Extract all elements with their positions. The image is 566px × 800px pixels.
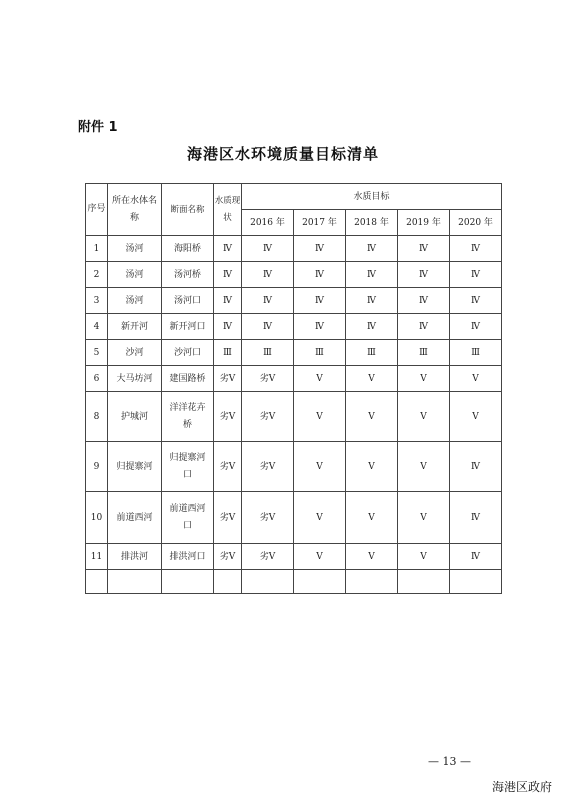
water-quality-table (85, 183, 502, 594)
cell-status: 劣Ⅴ (214, 366, 242, 392)
cell-2018: Ⅳ (346, 262, 398, 288)
cell-no: 1 (86, 236, 108, 262)
footer-source: 海港区政府 (492, 780, 553, 794)
cell-2020: Ⅳ (450, 544, 502, 570)
cell-2020: Ⅳ (450, 314, 502, 340)
cell-no: 5 (86, 340, 108, 366)
cell-2019: Ⅳ (398, 262, 450, 288)
cell-water-body: 护城河 (108, 392, 162, 442)
cell-2019: Ⅳ (398, 236, 450, 262)
cell-2017: Ⅳ (294, 262, 346, 288)
cell-2016: Ⅳ (242, 262, 294, 288)
header-seq: 序号 (86, 184, 108, 236)
cell-2019: Ⅲ (398, 340, 450, 366)
table-row (86, 366, 502, 392)
cell-2016: Ⅲ (242, 340, 294, 366)
cell-water-body: 汤河 (108, 288, 162, 314)
cell-water-body: 汤河 (108, 262, 162, 288)
cell-2018: Ⅴ (346, 544, 398, 570)
cell-status: 劣Ⅴ (214, 392, 242, 442)
cell-2020: Ⅴ (450, 392, 502, 442)
cell-2020: Ⅲ (450, 340, 502, 366)
table-row (86, 340, 502, 366)
cell-status: Ⅳ (214, 236, 242, 262)
cell-2019: Ⅳ (398, 288, 450, 314)
cell-2016: Ⅳ (242, 314, 294, 340)
cell-2016: 劣Ⅴ (242, 544, 294, 570)
cell-section: 新开河口 (162, 314, 214, 340)
table-row (86, 288, 502, 314)
cell-2019: Ⅴ (398, 366, 450, 392)
cell-2017: Ⅳ (294, 288, 346, 314)
cell-section: 归提寨河口 (162, 442, 214, 492)
cell-2020: Ⅴ (450, 366, 502, 392)
cell-2017: Ⅳ (294, 236, 346, 262)
cell-2018: Ⅴ (346, 442, 398, 492)
cell-section: 海阳桥 (162, 236, 214, 262)
table-row (86, 314, 502, 340)
table-row (86, 442, 502, 492)
cell-no: 11 (86, 544, 108, 570)
cell-2017: Ⅴ (294, 544, 346, 570)
cell-section: 排洪河口 (162, 544, 214, 570)
header-year: 2018 年 (346, 210, 398, 236)
cell-no: 4 (86, 314, 108, 340)
cell-status: Ⅳ (214, 262, 242, 288)
cell-water-body: 汤河 (108, 236, 162, 262)
cell-section: 汤河口 (162, 288, 214, 314)
cell-2018: Ⅳ (346, 288, 398, 314)
cell-no: 6 (86, 366, 108, 392)
cell-2019: Ⅴ (398, 544, 450, 570)
cell-water-body: 大马坊河 (108, 366, 162, 392)
cell-no: 9 (86, 442, 108, 492)
cell-2018: Ⅴ (346, 366, 398, 392)
cell-2020: Ⅳ (450, 236, 502, 262)
header-section: 断面名称 (162, 184, 214, 236)
header-target: 水质目标 (242, 184, 502, 210)
cell-status: Ⅳ (214, 314, 242, 340)
cell-2020: Ⅳ (450, 288, 502, 314)
cell-water-body: 新开河 (108, 314, 162, 340)
table-row-empty (86, 570, 502, 594)
cell-status: Ⅲ (214, 340, 242, 366)
cell-2019: Ⅴ (398, 442, 450, 492)
cell-status: 劣Ⅴ (214, 544, 242, 570)
cell-no: 8 (86, 392, 108, 442)
cell-2016: 劣Ⅴ (242, 392, 294, 442)
cell-2017: Ⅴ (294, 392, 346, 442)
cell-water-body: 归提寨河 (108, 442, 162, 492)
cell-2017: Ⅲ (294, 340, 346, 366)
cell-no: 2 (86, 262, 108, 288)
cell-2016: 劣Ⅴ (242, 366, 294, 392)
cell-2016: Ⅳ (242, 288, 294, 314)
cell-water-body: 排洪河 (108, 544, 162, 570)
cell-status: Ⅳ (214, 288, 242, 314)
cell-no: 3 (86, 288, 108, 314)
table-row (86, 492, 502, 544)
cell-2019: Ⅴ (398, 392, 450, 442)
table-row (86, 236, 502, 262)
header-year: 2017 年 (294, 210, 346, 236)
cell-section: 汤河桥 (162, 262, 214, 288)
cell-2016: Ⅳ (242, 236, 294, 262)
header-row (86, 184, 502, 210)
cell-2017: Ⅳ (294, 314, 346, 340)
header-status: 水质现状 (214, 184, 242, 236)
cell-section: 前道西河口 (162, 492, 214, 544)
cell-2019: Ⅴ (398, 492, 450, 544)
cell-no: 10 (86, 492, 108, 544)
cell-2020: Ⅳ (450, 262, 502, 288)
cell-2016: 劣Ⅴ (242, 442, 294, 492)
header-year: 2020 年 (450, 210, 502, 236)
page-number: — 13 — (428, 755, 471, 768)
cell-2018: Ⅴ (346, 492, 398, 544)
cell-2018: Ⅲ (346, 340, 398, 366)
cell-water-body: 前道西河 (108, 492, 162, 544)
cell-2020: Ⅳ (450, 442, 502, 492)
cell-section: 建国路桥 (162, 366, 214, 392)
header-year: 2016 年 (242, 210, 294, 236)
cell-water-body: 沙河 (108, 340, 162, 366)
document-title: 海港区水环境质量目标清单 (186, 145, 379, 163)
cell-status: 劣Ⅴ (214, 442, 242, 492)
attachment-label: 附件 1 (78, 120, 118, 135)
table-row (86, 392, 502, 442)
cell-section: 沙河口 (162, 340, 214, 366)
cell-2017: Ⅴ (294, 442, 346, 492)
header-year: 2019 年 (398, 210, 450, 236)
cell-2017: Ⅴ (294, 492, 346, 544)
cell-2016: 劣Ⅴ (242, 492, 294, 544)
cell-section: 洋洋花卉桥 (162, 392, 214, 442)
table-body (86, 184, 502, 594)
table-row (86, 262, 502, 288)
cell-2018: Ⅳ (346, 236, 398, 262)
cell-2019: Ⅳ (398, 314, 450, 340)
header-water-body: 所在水体名称 (108, 184, 162, 236)
cell-2018: Ⅴ (346, 392, 398, 442)
cell-2020: Ⅳ (450, 492, 502, 544)
cell-status: 劣Ⅴ (214, 492, 242, 544)
cell-2018: Ⅳ (346, 314, 398, 340)
table-row (86, 544, 502, 570)
cell-2017: Ⅴ (294, 366, 346, 392)
